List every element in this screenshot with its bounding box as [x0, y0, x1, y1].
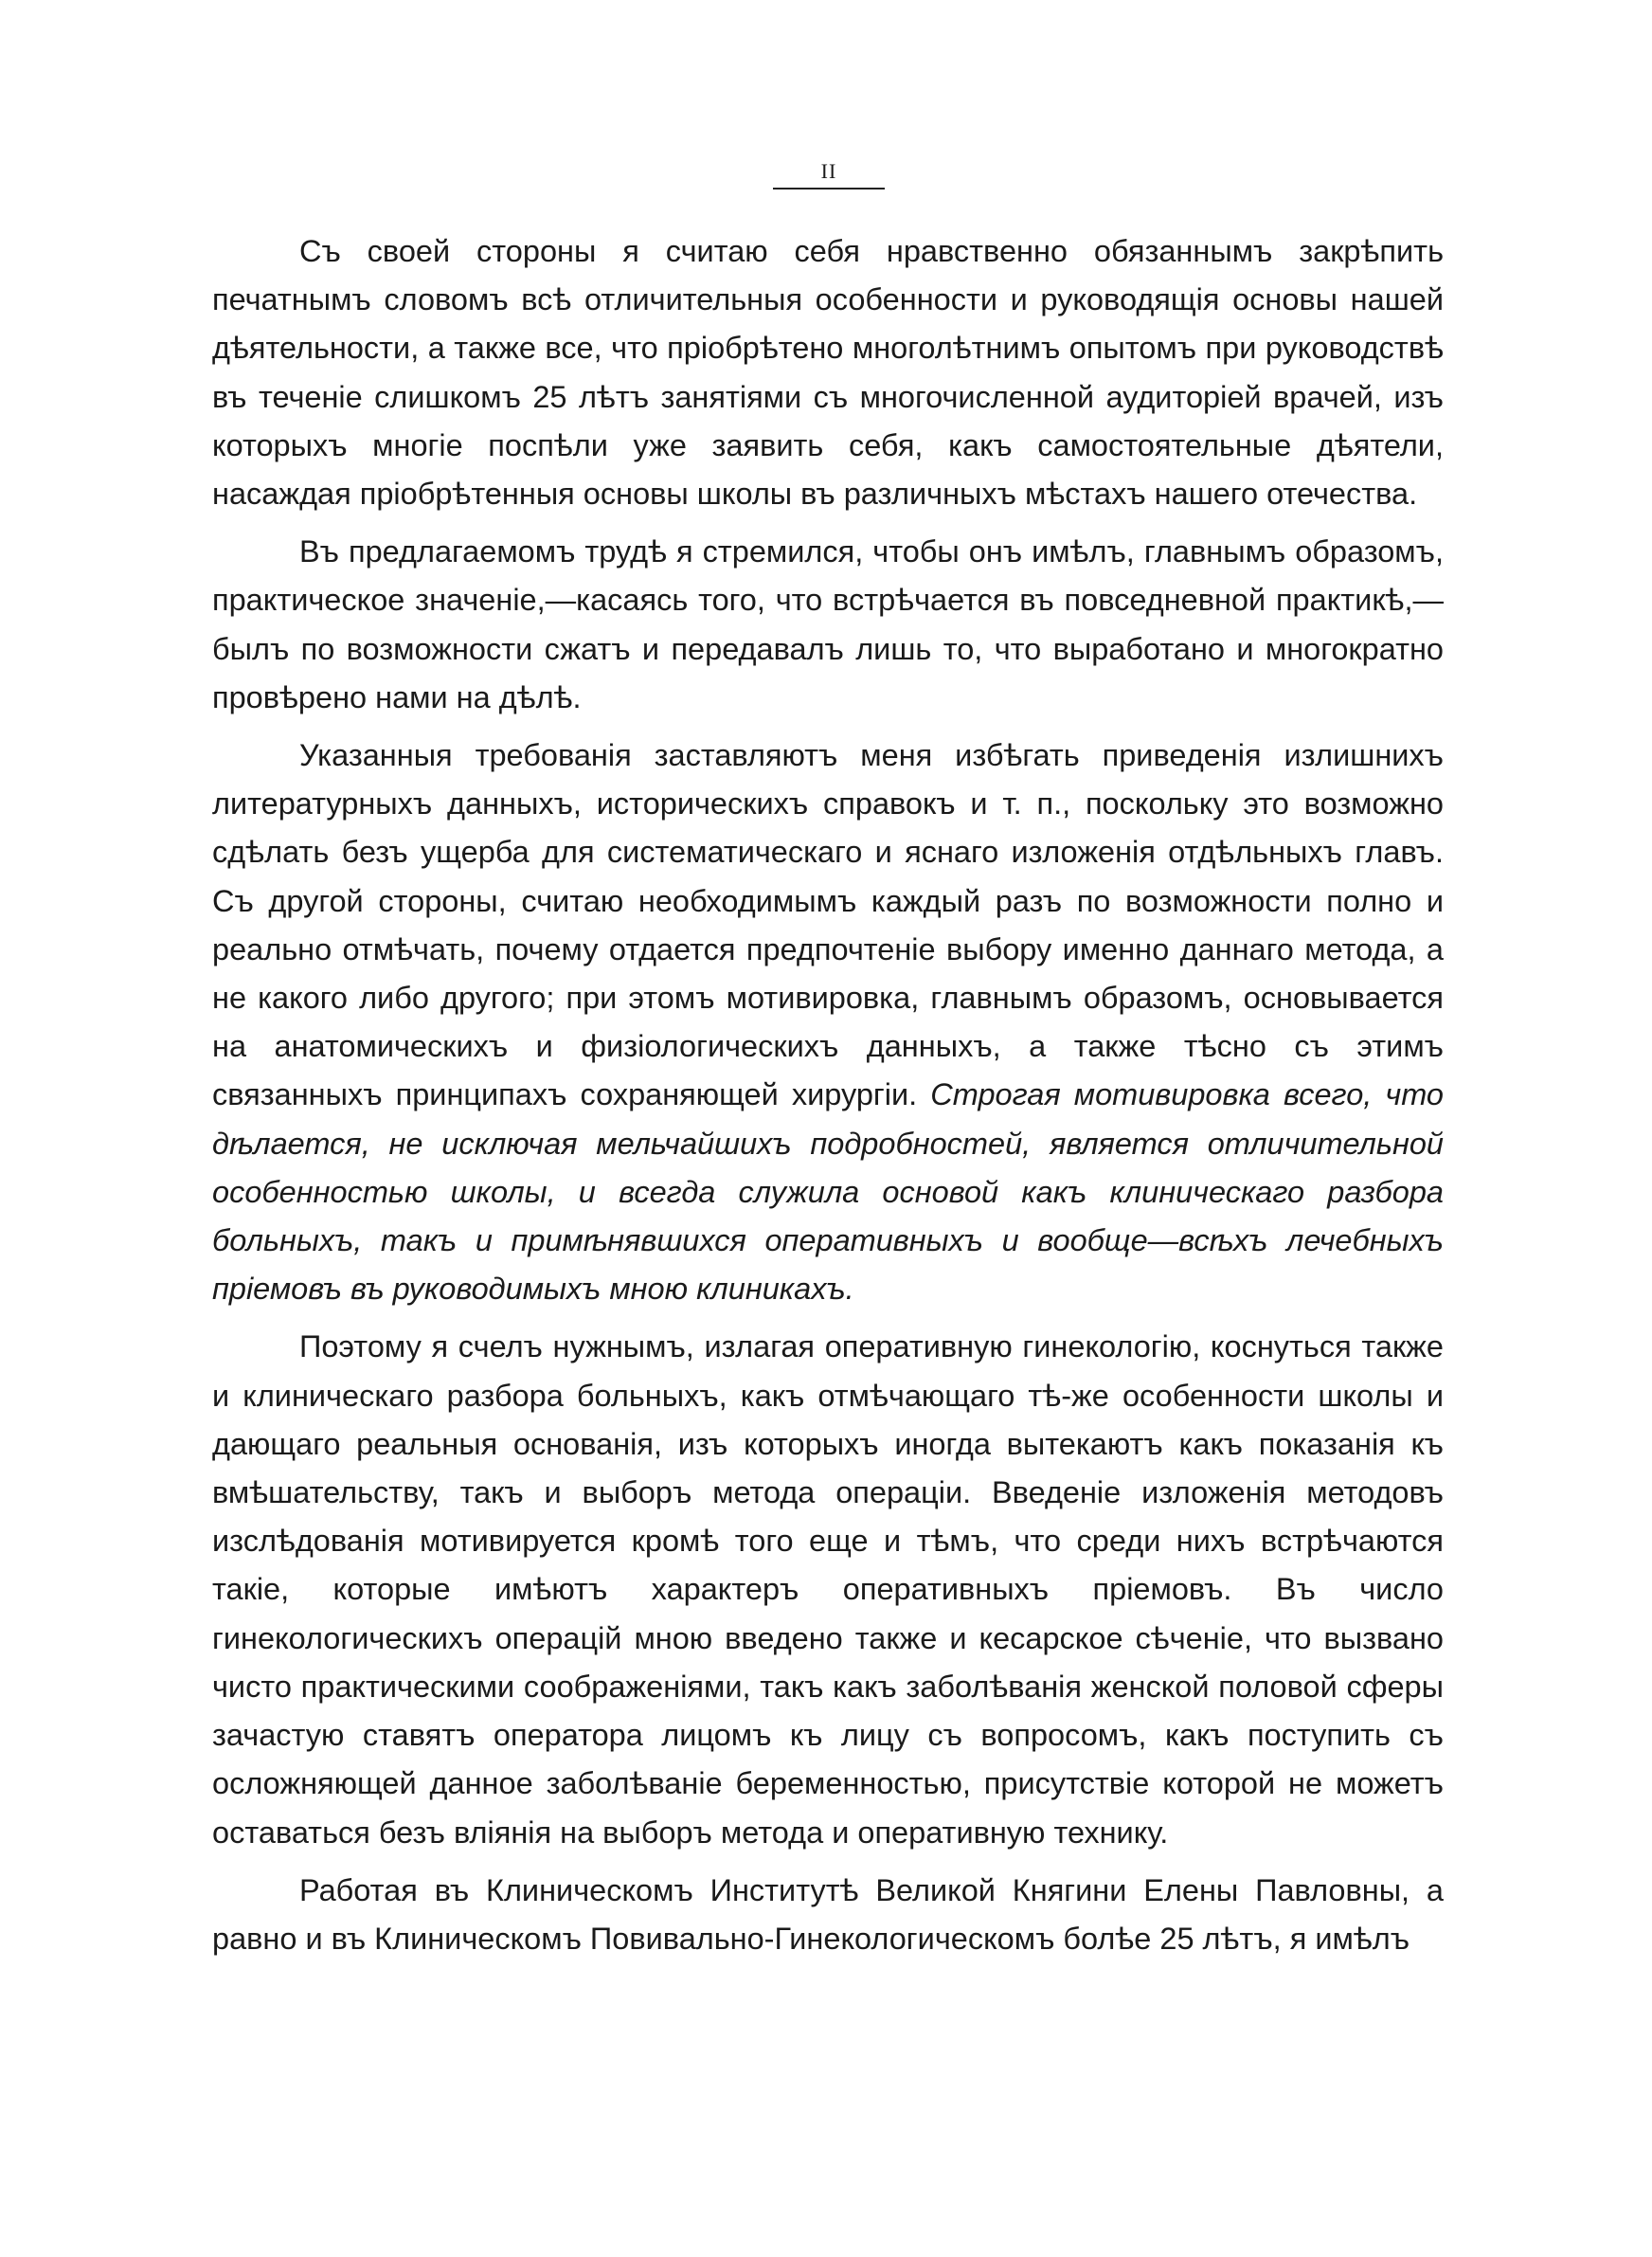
paragraph-4-text: Поэтому я счелъ нужнымъ, излагая оперативную гинекологію, коснуться также и клиническаго разбора больныхъ, какъ отмѣчающаго тѣ-же особенности школы и дающаго реальныя основанія, изъ которыхъ иногда вытекаютъ какъ показанія къ вмѣшательству, такъ и выборъ метода операціи. Введеніе изложенія методовъ изслѣдованія мотивируется кромѣ того еще и тѣмъ, что среди нихъ встрѣчаются такіе, которые имѣютъ характеръ оперативныхъ пріемовъ. Въ число гинекологическихъ операцій мною введено также и кесарское сѣченіе, что вызвано чисто практическими соображеніями, такъ какъ заболѣванія женской половой сферы зачастую ставятъ оператора лицомъ къ лицу съ вопросомъ, какъ поступить съ осложняющей данное заболѣваніе беременностью, присутствіе которой не можетъ оставаться безъ вліянія на выборъ метода и оперативную технику. — [212, 1329, 1444, 1850]
paragraph-2 — [212, 528, 1444, 722]
paragraph-1 — [212, 227, 1444, 518]
paragraph-3-text: Указанныя требованія заставляютъ меня избѣгать приведенія излишнихъ литературныхъ данныхъ, историческихъ справокъ и т. п., поскольку это возможно сдѣлать безъ ущерба для систематическаго и яснаго изложенія отдѣльныхъ главъ. Съ другой стороны, считаю необходимымъ каждый разъ по возможности полно и реально отмѣчать, почему отдается предпочтеніе выбору именно даннаго метода, а не какого либо другого; при этомъ мотивировка, главнымъ образомъ, основывается на анатомическихъ и физіологическихъ данныхъ, а также тѣсно съ этимъ связанныхъ принципахъ сохраняющей хирургіи. — [212, 738, 1444, 1112]
page-header — [767, 159, 890, 190]
paragraph-4 — [212, 1323, 1444, 1856]
paragraph-1-text: Съ своей стороны я считаю себя нравственно обязаннымъ закрѣпить печатнымъ словомъ всѣ отличительныя особенности и руководящія основы нашей дѣятельности, а также все, что пріобрѣтено многолѣтнимъ опытомъ при руководствѣ въ теченіе слишкомъ 25 лѣтъ занятіями съ многочисленной аудиторіей врачей, изъ которыхъ многіе поспѣли уже заявить себя, какъ самостоятельные дѣятели, насаждая пріобрѣтенныя основы школы въ различныхъ мѣстахъ нашего отечества. — [212, 234, 1444, 512]
page-number: II — [820, 159, 837, 183]
paragraph-2-text: Въ предлагаемомъ трудѣ я стремился, чтобы онъ имѣлъ, главнымъ образомъ, практическое значеніе,—касаясь того, что встрѣчается въ повседневной практикѣ,—былъ по возможности сжатъ и передавалъ лишь то, что выработано и многократно провѣрено нами на дѣлѣ. — [212, 534, 1444, 714]
header-rule — [773, 188, 885, 190]
paragraph-5 — [212, 1867, 1444, 1963]
paragraph-5-text: Работая въ Клиническомъ Институтѣ Великой Княгини Елены Павловны, а равно и въ Клиническомъ Повивально-Гинекологическомъ болѣе 25 лѣтъ, я имѣлъ — [212, 1872, 1444, 1956]
text-body — [212, 227, 1444, 1973]
paragraph-3 — [212, 731, 1444, 1313]
paragraph-3-italic-text: Строгая мотивировка всего, что дѣлается, не исключая мельчайшихъ подробностей, является отличительной особенностью школы, и всегда служила основой какъ клиническаго разбора больныхъ, такъ и примѣнявшихся оперативныхъ и вообще—всѣхъ лечебныхъ пріемовъ въ руководимыхъ мною клиникахъ. — [212, 1077, 1445, 1307]
